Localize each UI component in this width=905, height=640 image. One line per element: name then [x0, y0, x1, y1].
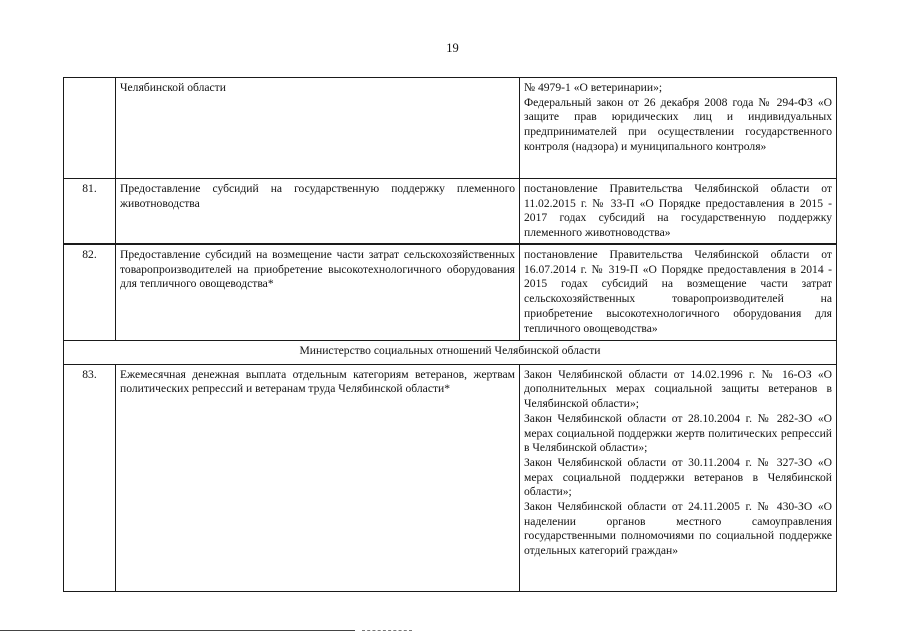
row-number: 82. — [64, 244, 116, 341]
function-name: Предоставление субсидий на государственную поддержку племенного животноводства — [116, 179, 520, 245]
table-row — [64, 364, 837, 591]
legal-basis — [520, 364, 837, 591]
footer-dash — [362, 630, 412, 631]
legal-act: Закон Челябинской области от 24.11.2005 г. № 430-ЗО «О наделении органов местного самоуправления государственными полномочиями по социальной поддержке отдельных категорий граждан» — [524, 500, 832, 558]
table-row — [64, 179, 837, 245]
row-number: 81. — [64, 179, 116, 245]
footer-rule — [0, 630, 355, 631]
row-number: 83. — [64, 364, 116, 591]
legal-basis — [520, 179, 837, 245]
row-number — [64, 78, 116, 179]
legal-act: № 4979-1 «О ветеринарии»; — [524, 81, 663, 94]
legal-act: постановление Правительства Челябинской области от 16.07.2014 г. № 319-П «О Порядке предоставления в 2014 - 2015 годах субсидий на возмещение части затрат сельскохозяйственных товаропроизводителей на приобретение высокотехнологичного оборудования для тепличного овощеводства» — [524, 248, 832, 335]
function-name: Ежемесячная денежная выплата отдельным категориям ветеранов, жертвам политических репрессий и ветеранам труда Челябинской области* — [116, 364, 520, 591]
legal-act: постановление Правительства Челябинской области от 11.02.2015 г. № 33-П «О Порядке предоставления в 2015 - 2017 годах субсидий на государственную поддержку племенного животноводства» — [524, 182, 832, 240]
table-row — [64, 244, 837, 341]
legal-basis — [520, 244, 837, 341]
table-row — [64, 78, 837, 179]
legal-act: Закон Челябинской области от 30.11.2004 г. № 327-ЗО «О мерах социальной поддержки ветеранов в Челябинской области»; — [524, 455, 832, 499]
section-heading: Министерство социальных отношений Челябинской области — [64, 341, 837, 365]
page-number: 19 — [446, 41, 459, 55]
section-row — [64, 341, 837, 365]
legal-act: Закон Челябинской области от 28.10.2004 г. № 282-ЗО «О мерах социальной поддержки жертв политических репрессий в Челябинской области»; — [524, 411, 832, 455]
legal-basis — [520, 78, 837, 179]
legal-act: Закон Челябинской области от 14.02.1996 г. № 16-ОЗ «О дополнительных мерах социальной защиты ветеранов в Челябинской области»; — [524, 367, 832, 411]
acts-table — [63, 77, 837, 592]
function-name: Предоставление субсидий на возмещение части затрат сельскохозяйственных товаропроизводителей на приобретение высокотехнологичного оборудования для тепличного овощеводства* — [116, 244, 520, 341]
legal-act: Федеральный закон от 26 декабря 2008 года № 294-ФЗ «О защите прав юридических лиц и индивидуальных предпринимателей при осуществлении государственного контроля (надзора) и муниципального контроля» — [524, 95, 832, 153]
function-name: Челябинской области — [116, 78, 520, 179]
